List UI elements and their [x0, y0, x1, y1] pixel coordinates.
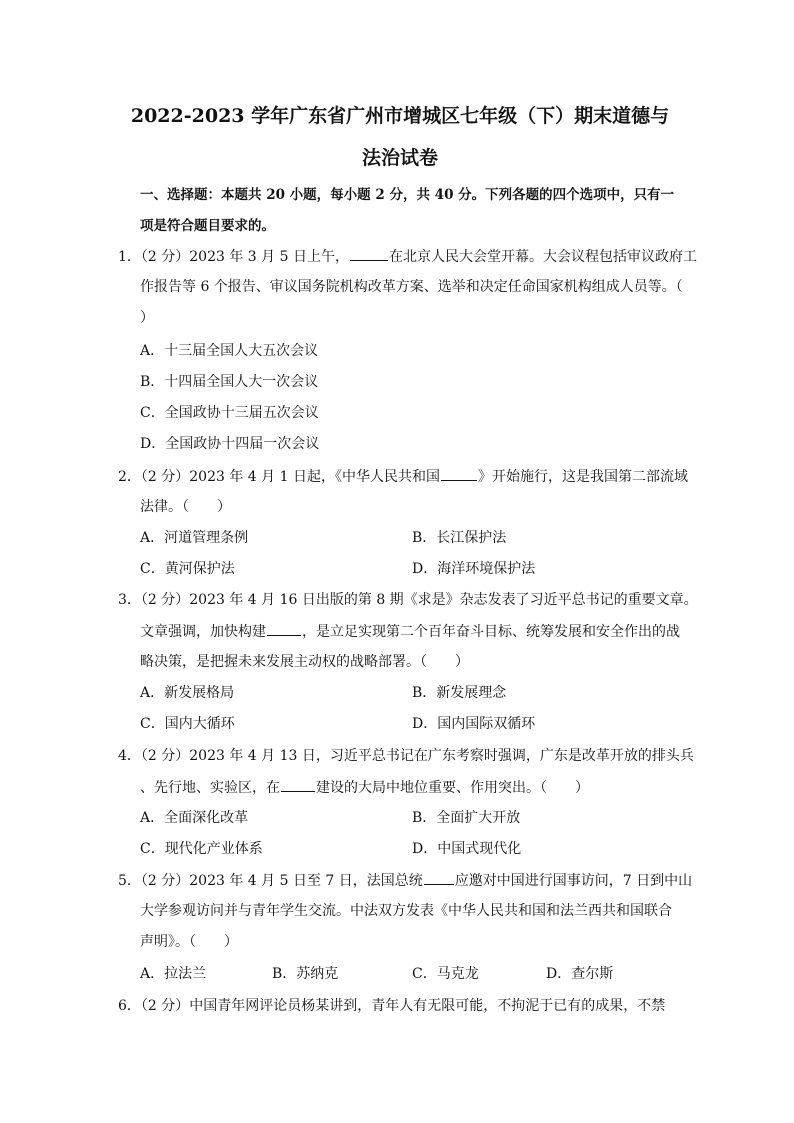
q2-option-b[interactable]: B．长江保护法 — [412, 530, 507, 546]
q3-option-b[interactable]: B．新发展理念 — [412, 685, 507, 701]
question-5-line3: 声明》。（ ） — [140, 934, 238, 950]
q1-option-b[interactable]: B．十四届全国人大一次会议 — [140, 374, 319, 390]
exam-title-line1: 2022-2023 学年广东省广州市增城区七年级（下）期末道德与 — [130, 105, 670, 127]
q5-option-d[interactable]: D．查尔斯 — [546, 966, 614, 982]
q3-option-a[interactable]: A．新发展格局 — [140, 685, 235, 701]
question-4-line2: 、先行地、实验区，在 建设的大局中地位重要、作用突出。（ ） — [140, 777, 589, 798]
blank-underline — [281, 777, 315, 792]
question-3-line1: 3．（2 分）2023 年 4 月 16 日出版的第 8 期《求是》杂志发表了习近平总书记的重要文章。 — [118, 592, 698, 608]
q2-option-a[interactable]: A．河道管理条例 — [140, 530, 249, 546]
question-3-line3: 略决策，是把握未来发展主动权的战略部署。（ ） — [140, 654, 469, 670]
question-1-line3: ） — [140, 310, 154, 326]
question-4-line1: 4．（2 分）2023 年 4 月 13 日，习近平总书记在广东考察时强调，广东是改革开放的排头兵 — [118, 748, 694, 764]
section-heading-line2: 项是符合题目要求的。 — [140, 218, 275, 234]
q1-option-c[interactable]: C．全国政协十三届五次会议 — [140, 405, 319, 421]
question-2-line1: 2．（2 分）2023 年 4 月 1 日起，《中华人民共和国 》开始施行，这是我国第二部流域 — [118, 466, 688, 487]
blank-underline — [350, 246, 388, 261]
q4-option-d[interactable]: D．中国式现代化 — [412, 841, 522, 857]
q4-option-a[interactable]: A．全面深化改革 — [140, 810, 249, 826]
q4-option-b[interactable]: B．全面扩大开放 — [412, 810, 521, 826]
question-5-line2: 大学参观访问并与青年学生交流。中法双方发表《中华人民共和国和法兰西共和国联合 — [140, 903, 672, 919]
q1-option-d[interactable]: D．全国政协十四届一次会议 — [140, 436, 320, 452]
exam-title-line2: 法治试卷 — [361, 147, 438, 169]
blank-underline — [441, 466, 477, 481]
question-1-line1: 1．（2 分）2023 年 3 月 5 日上午， 在北京人民大会堂开幕。大会议程包括审议政府工 — [118, 246, 697, 267]
q3-option-c[interactable]: C．国内大循环 — [140, 716, 235, 732]
blank-underline — [267, 621, 301, 636]
q2-option-d[interactable]: D．海洋环境保护法 — [412, 561, 536, 577]
q4-option-c[interactable]: C．现代化产业体系 — [140, 841, 263, 857]
question-6-line1: 6．（2 分）中国青年网评论员杨某讲到，青年人有无限可能，不拘泥于已有的成果，不禁 — [118, 998, 666, 1014]
question-5-line1: 5．（2 分）2023 年 4 月 5 日至 7 日，法国总统 应邀对中国进行国事访问，7 日到中山 — [118, 870, 692, 891]
question-2-line2: 法律。（ ） — [140, 499, 231, 515]
q2-option-c[interactable]: C．黄河保护法 — [140, 561, 235, 577]
q5-option-c[interactable]: C．马克龙 — [412, 966, 479, 982]
question-1-line2: 作报告等 6 个报告、审议国务院机构改革方案、选举和决定任命国家机构组成人员等。（ — [140, 279, 683, 295]
q1-option-a[interactable]: A．十三届全国人大五次会议 — [140, 343, 319, 359]
blank-underline — [424, 870, 454, 885]
q3-option-d[interactable]: D．国内国际双循环 — [412, 716, 536, 732]
q5-option-a[interactable]: A．拉法兰 — [140, 966, 207, 982]
q5-option-b[interactable]: B．苏纳克 — [272, 966, 339, 982]
section-heading-line1: 一、选择题：本题共 20 小题，每小题 2 分，共 40 分。下列各题的四个选项中，只有一 — [140, 187, 675, 203]
question-3-line2: 文章强调，加快构建 ，是立足实现第二个百年奋斗目标、统筹发展和安全作出的战 — [140, 621, 680, 642]
